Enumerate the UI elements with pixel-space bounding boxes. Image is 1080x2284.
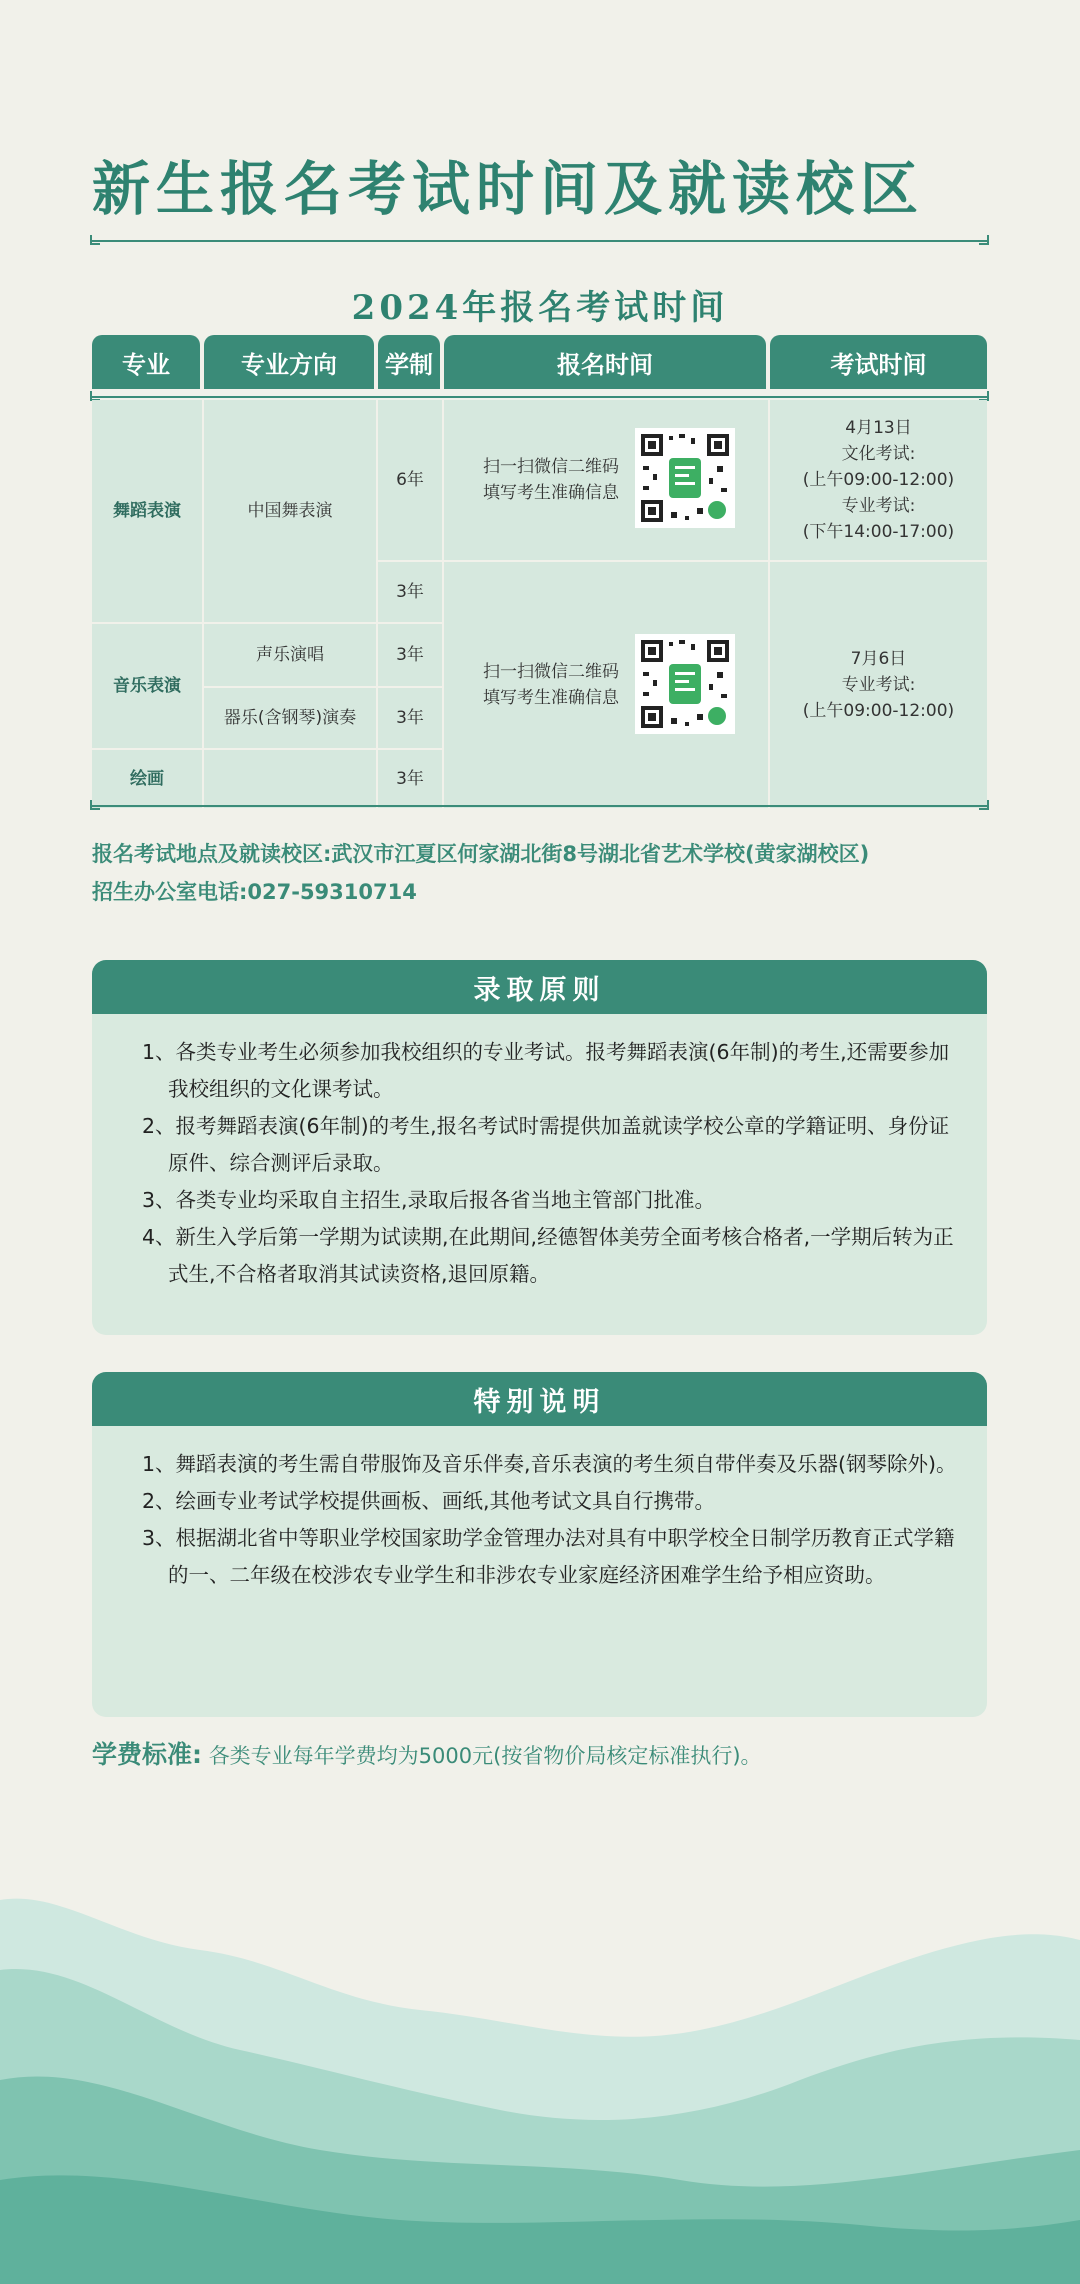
qr-icon [635,634,735,734]
special-notes-panel [92,1372,987,1717]
title-divider [92,240,987,242]
tuition-fee-label: 学费标准: [92,1740,202,1769]
table-top-divider [92,396,987,398]
list-item: 3、根据湖北省中等职业学校国家助学金管理办法对具有中职学校全日制学历教育正式学籍的一、二年级在校涉农专业学生和非涉农专业家庭经济困难学生给予相应资助。 [142,1526,955,1587]
years-painting: 3年 [396,769,424,789]
years-instrumental: 3年 [396,708,424,728]
years-vocal: 3年 [396,645,424,665]
exam-time-1: 4月13日 文化考试: (上午09:00-12:00) 专业考试: (下午14:00-17:00) [802,418,955,542]
principles-list [92,1014,987,1293]
list-item: 3、各类专业均采取自主招生,录取后报各省当地主管部门批准。 [142,1188,716,1212]
list-item: 1、各类专业考生必须参加我校组织的专业考试。报考舞蹈表演(6年制)的考生,还需要参加我校组织的文化课考试。 [142,1040,950,1101]
major-painting: 绘画 [130,769,164,789]
list-item: 4、新生入学后第一学期为试读期,在此期间,经德智体美劳全面考核合格者,一学期后转为正式生,不合格者取消其试读资格,退回原籍。 [142,1225,954,1286]
years-dance-3: 3年 [396,582,424,602]
tuition-fee [92,1735,762,1771]
exam-address: 报名考试地点及就读校区:武汉市江夏区何家湖北街8号湖北省艺术学校(黄家湖校区) [92,842,870,866]
header-years: 学制 [378,335,440,389]
signup-instructions-2: 扫一扫微信二维码 填写考生准确信息 [483,662,619,708]
notes-list [92,1426,987,1594]
schedule-caption: 2024年报名考试时间 [351,288,729,328]
header-direction: 专业方向 [204,335,374,389]
direction-chinese-dance: 中国舞表演 [247,501,333,521]
list-item: 2、绘画专业考试学校提供画板、画纸,其他考试文具自行携带。 [142,1489,716,1513]
wechat-qr-code-icon[interactable] [635,634,735,734]
table-bottom-divider [92,805,987,807]
mountain-landscape-decoration [0,1880,1080,2284]
wechat-qr-code-icon[interactable] [635,428,735,528]
list-item: 1、舞蹈表演的考生需自带服饰及音乐伴奏,音乐表演的考生须自带伴奏及乐器(钢琴除外)。 [142,1452,957,1476]
special-notes-title: 特别说明 [92,1372,987,1426]
admission-principles-title: 录取原则 [92,960,987,1014]
list-item: 2、报考舞蹈表演(6年制)的考生,报名考试时需提供加盖就读学校公章的学籍证明、身份证原件、综合测评后录取。 [142,1114,950,1175]
qr-icon [635,428,735,528]
direction-instrumental: 器乐(含钢琴)演奏 [223,708,357,728]
tuition-fee-text: 各类专业每年学费均为5000元(按省物价局核定标准执行)。 [208,1744,762,1768]
signup-instructions-1: 扫一扫微信二维码 填写考生准确信息 [483,457,619,503]
exam-time-2: 7月6日 专业考试: (上午09:00-12:00) [802,649,955,721]
header-signup-time: 报名时间 [444,335,766,389]
years-dance-6: 6年 [396,470,424,490]
header-major: 专业 [92,335,200,389]
header-exam-time: 考试时间 [770,335,987,389]
major-music: 音乐表演 [113,676,181,696]
admission-principles-panel [92,960,987,1335]
schedule-table-body [92,400,987,808]
direction-vocal: 声乐演唱 [256,645,324,665]
page-title: 新生报名考试时间及就读校区 [92,155,925,223]
office-phone[interactable]: 招生办公室电话:027-59310714 [92,880,417,904]
major-dance: 舞蹈表演 [113,501,181,521]
